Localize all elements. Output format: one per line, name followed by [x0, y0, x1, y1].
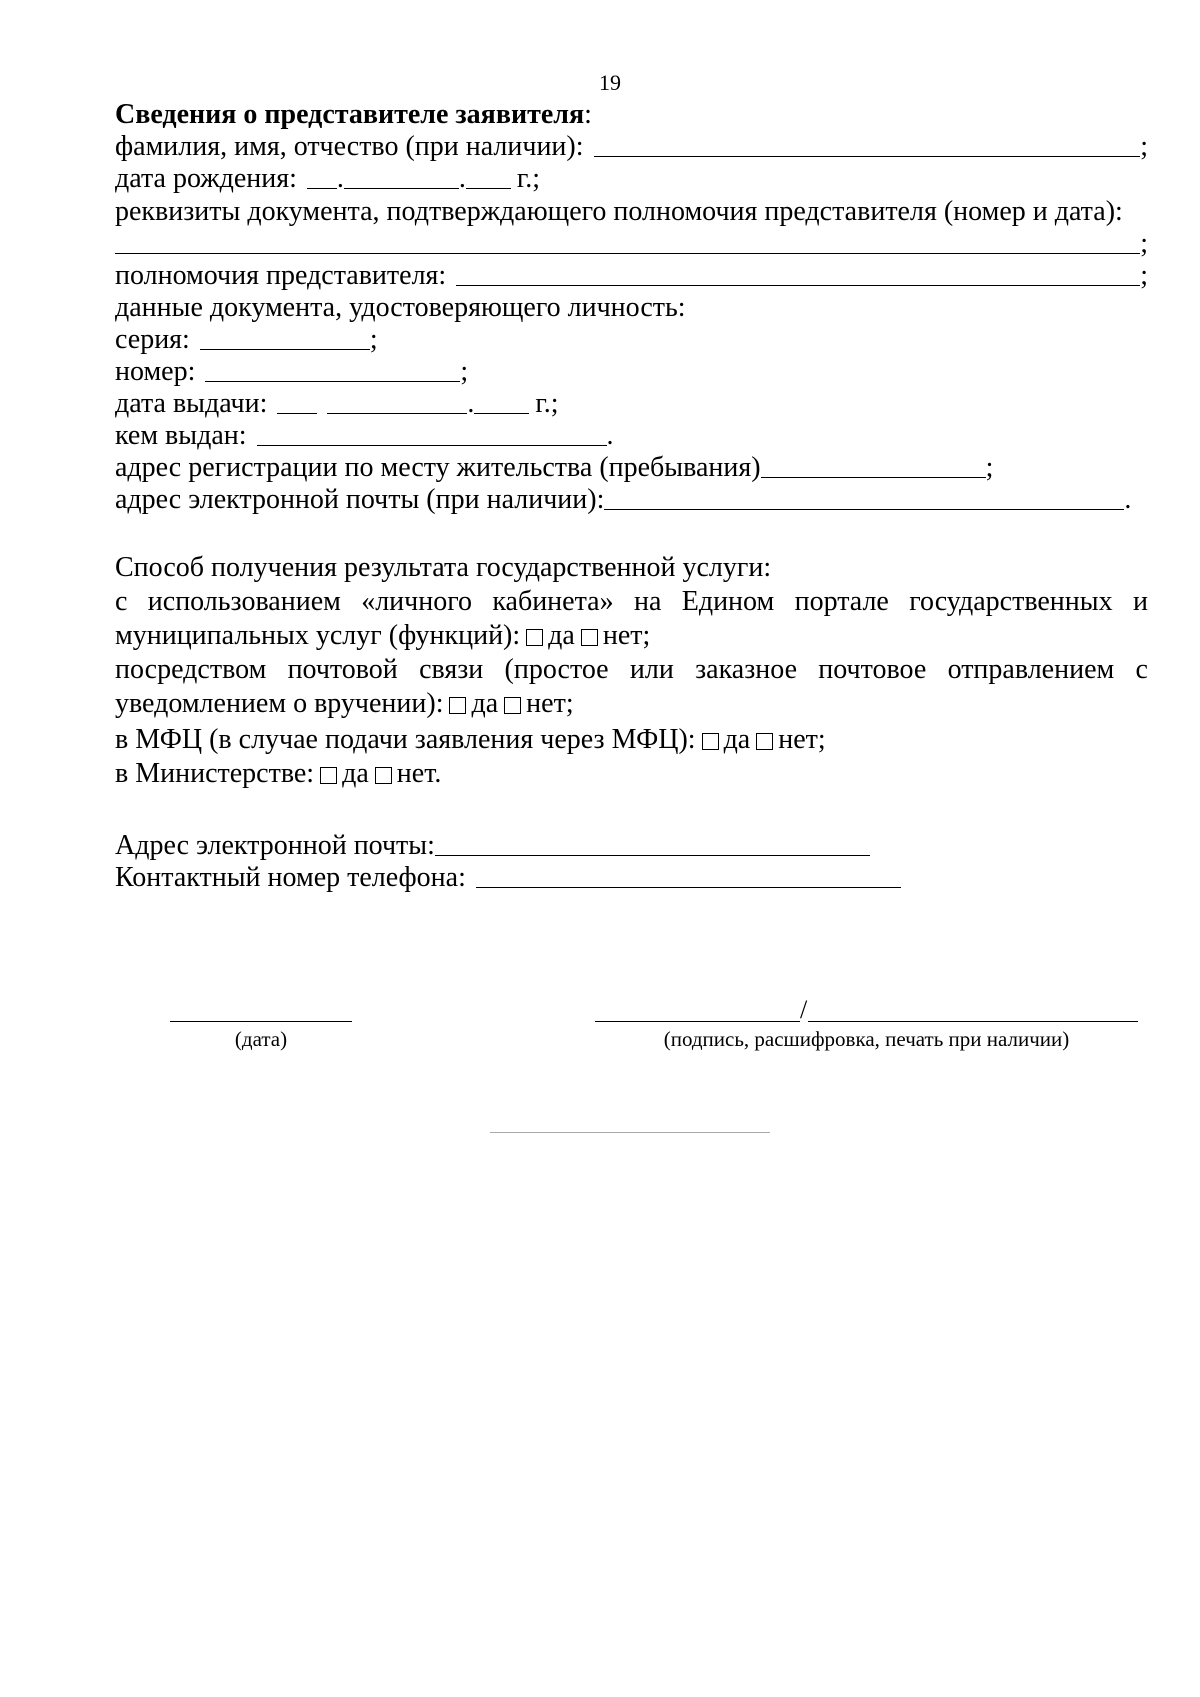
issued-by-field[interactable]: [257, 423, 607, 446]
registration-address-label: адрес регистрации по месту жительства (пребывания): [115, 452, 761, 483]
authority-label: полномочия представителя:: [115, 260, 447, 291]
fio-line: фамилия, имя, отчество (при наличии): ;: [115, 131, 1148, 162]
word: заказное: [695, 654, 798, 685]
word: портале: [794, 586, 889, 617]
signature-field[interactable]: [595, 1021, 800, 1022]
birth-year-field[interactable]: [466, 166, 511, 189]
no-label: нет;: [602, 620, 651, 651]
applicant-email-line: адрес электронной почты (при наличии): .: [115, 484, 1132, 515]
birth-month-field[interactable]: [344, 166, 459, 189]
number-line: номер: ;: [115, 356, 469, 387]
word: и: [1132, 586, 1148, 617]
issue-year-field[interactable]: [474, 391, 529, 414]
date-caption: (дата): [234, 1027, 288, 1051]
contact-email-field[interactable]: [435, 833, 870, 856]
yes-label: да: [548, 620, 575, 651]
post-no-checkbox[interactable]: [504, 697, 521, 714]
contact-email-label: Адрес электронной почты:: [115, 830, 435, 861]
word: с: [115, 586, 128, 617]
method-mfc-label: в МФЦ (в случае подачи заявления через МФЦ):: [115, 724, 696, 755]
id-document-label: данные документа, удостоверяющего личность:: [115, 292, 686, 323]
word: отправлением: [947, 654, 1115, 685]
method-ministry-label: в Министерстве:: [115, 758, 315, 789]
registration-address-field[interactable]: [761, 455, 986, 478]
series-field[interactable]: [200, 327, 370, 350]
yes-label: да: [723, 724, 751, 755]
method-post-label: уведомлением о вручении):: [115, 688, 444, 719]
authority-document-field[interactable]: [115, 231, 1140, 254]
method-title: Способ получения результата государственной услуги:: [115, 552, 772, 583]
authority-document-label-line: [115, 196, 1148, 228]
contact-phone-field[interactable]: [476, 865, 901, 888]
post-yes-checkbox[interactable]: [449, 697, 466, 714]
word: или: [629, 654, 674, 685]
ministry-no-checkbox[interactable]: [375, 767, 392, 784]
no-label: нет;: [778, 724, 826, 755]
method-epgu-line2: [115, 620, 1148, 652]
number-field[interactable]: [205, 359, 460, 382]
date-signature-field[interactable]: [170, 1021, 352, 1022]
word: посредством: [115, 654, 267, 685]
signature-slash: /: [800, 995, 808, 1024]
word: государственных: [909, 586, 1113, 617]
applicant-email-field[interactable]: [604, 487, 1124, 510]
word: «личного: [361, 586, 472, 617]
word: (простое: [504, 654, 609, 685]
method-mfc-line: [115, 724, 1148, 756]
id-document-line: [115, 292, 1148, 324]
ministry-yes-checkbox[interactable]: [320, 767, 337, 784]
contact-phone-line: [115, 862, 1148, 894]
section-title: Сведения о представителе заявителя: [115, 99, 585, 130]
method-title-line: [115, 552, 1148, 584]
signature-decryption-field[interactable]: [808, 1021, 1138, 1022]
method-epgu-label: муниципальных услуг (функций):: [115, 620, 521, 651]
issued-by-line: кем выдан: .: [115, 420, 614, 451]
word: Едином: [681, 586, 775, 617]
no-label: нет.: [396, 758, 442, 789]
word: связи: [419, 654, 484, 685]
yes-label: да: [471, 688, 499, 719]
birth-date-label: дата рождения:: [115, 163, 297, 194]
footer-separator: [490, 1132, 770, 1133]
word: с: [1135, 654, 1148, 685]
mfc-yes-checkbox[interactable]: [702, 733, 719, 750]
authority-document-label: реквизиты документа, подтверждающего полномочия представителя (номер и дата):: [115, 196, 1123, 227]
word: почтовой: [287, 654, 398, 685]
authority-line: полномочия представителя: ;: [115, 260, 1148, 291]
epgu-yes-checkbox[interactable]: [526, 629, 543, 646]
word: почтовое: [818, 654, 927, 685]
birth-year-suffix: г.;: [516, 163, 541, 194]
birth-date-line: дата рождения: . . г.;: [115, 163, 541, 194]
page-number: 19: [599, 70, 621, 95]
issue-date-label: дата выдачи:: [115, 388, 268, 419]
method-ministry-line: [115, 758, 1148, 790]
fio-field[interactable]: [594, 134, 1141, 157]
no-label: нет;: [526, 688, 574, 719]
issued-by-label: кем выдан:: [115, 420, 247, 451]
issue-month-field[interactable]: [327, 391, 467, 414]
authority-field[interactable]: [456, 263, 1140, 286]
birth-day-field[interactable]: [307, 166, 337, 189]
word: на: [633, 586, 662, 617]
series-line: серия: ;: [115, 324, 378, 355]
method-post-line2: [115, 688, 1148, 720]
yes-label: да: [342, 758, 369, 789]
fio-label: фамилия, имя, отчество (при наличии):: [115, 131, 584, 162]
word: использованием: [147, 586, 341, 617]
section-title-line: Сведения о представителе заявителя :: [115, 99, 592, 130]
issue-year-suffix: г.;: [535, 388, 559, 419]
method-epgu-line1: [115, 586, 1148, 618]
contact-email-line: [115, 830, 1148, 862]
authority-document-field-line: ;: [115, 228, 1148, 260]
registration-address-line: адрес регистрации по месту жительства (пребывания) ;: [115, 452, 994, 483]
mfc-no-checkbox[interactable]: [756, 733, 773, 750]
series-label: серия:: [115, 324, 190, 355]
issue-day-field[interactable]: [277, 391, 317, 414]
word: кабинета»: [492, 586, 614, 617]
method-post-line1: [115, 654, 1148, 686]
epgu-no-checkbox[interactable]: [581, 629, 598, 646]
contact-phone-label: Контактный номер телефона:: [115, 862, 466, 893]
number-label: номер:: [115, 356, 196, 387]
signature-caption: (подпись, расшифровка, печать при наличии): [663, 1027, 1070, 1051]
applicant-email-label: адрес электронной почты (при наличии):: [115, 484, 605, 515]
issue-date-line: дата выдачи: . г.;: [115, 388, 559, 419]
